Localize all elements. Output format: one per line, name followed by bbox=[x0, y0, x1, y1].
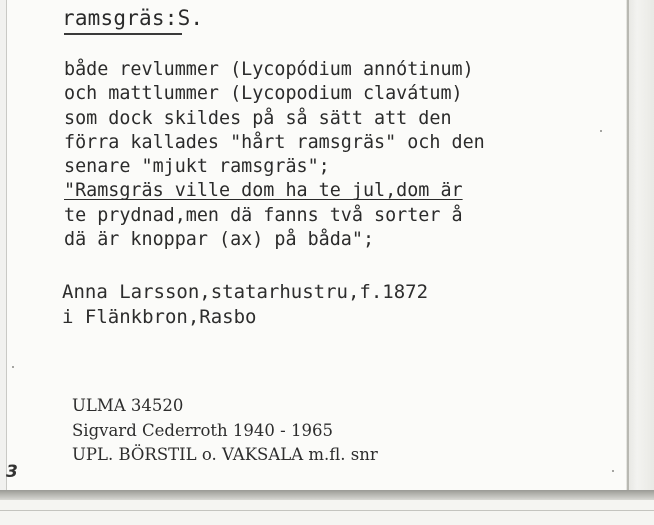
definition-line: förra kallades "hårt ramsgräs" och den bbox=[64, 131, 485, 153]
informant-info bbox=[62, 280, 428, 329]
dust-speck bbox=[12, 366, 14, 368]
card-right-border bbox=[627, 0, 629, 492]
definition-line: senare "mjukt ramsgräs"; bbox=[64, 156, 330, 178]
card-bottom-shadow bbox=[0, 490, 654, 500]
quote-line: te prydnad,men dä fanns två sorter å bbox=[64, 204, 463, 226]
card-right-edge bbox=[626, 0, 654, 525]
next-card-border bbox=[0, 510, 654, 511]
dust-speck bbox=[612, 470, 614, 472]
archive-id: ULMA 34520 bbox=[72, 396, 184, 415]
headword-underline bbox=[64, 33, 182, 35]
informant-line: Anna Larsson,statarhustru,f.1872 bbox=[62, 281, 429, 303]
quote-line: dä är knoppar (ax) på båda"; bbox=[64, 229, 375, 251]
informant-line: i Flänkbron,Rasbo bbox=[62, 305, 257, 328]
page-number: 3 bbox=[6, 462, 18, 482]
dust-speck bbox=[600, 130, 602, 132]
collector-line: Sigvard Cederroth 1940 - 1965 bbox=[72, 420, 333, 440]
quote-line: "Ramsgräs ville dom ha te jul,dom är bbox=[64, 180, 463, 202]
headword: ramsgräs:S. bbox=[62, 6, 204, 30]
next-card-strip bbox=[0, 500, 654, 525]
definition-text bbox=[64, 58, 624, 252]
definition-line: som dock skildes på så sätt att den bbox=[64, 107, 452, 129]
definition-line: både revlummer (Lycopódium annótinum) bbox=[64, 59, 474, 80]
region-line: UPL. BÖRSTIL o. VAKSALA m.fl. snr bbox=[72, 445, 378, 464]
archive-footer bbox=[72, 394, 378, 468]
definition-line: och mattlummer (Lycopodium clavátum) bbox=[64, 83, 463, 105]
